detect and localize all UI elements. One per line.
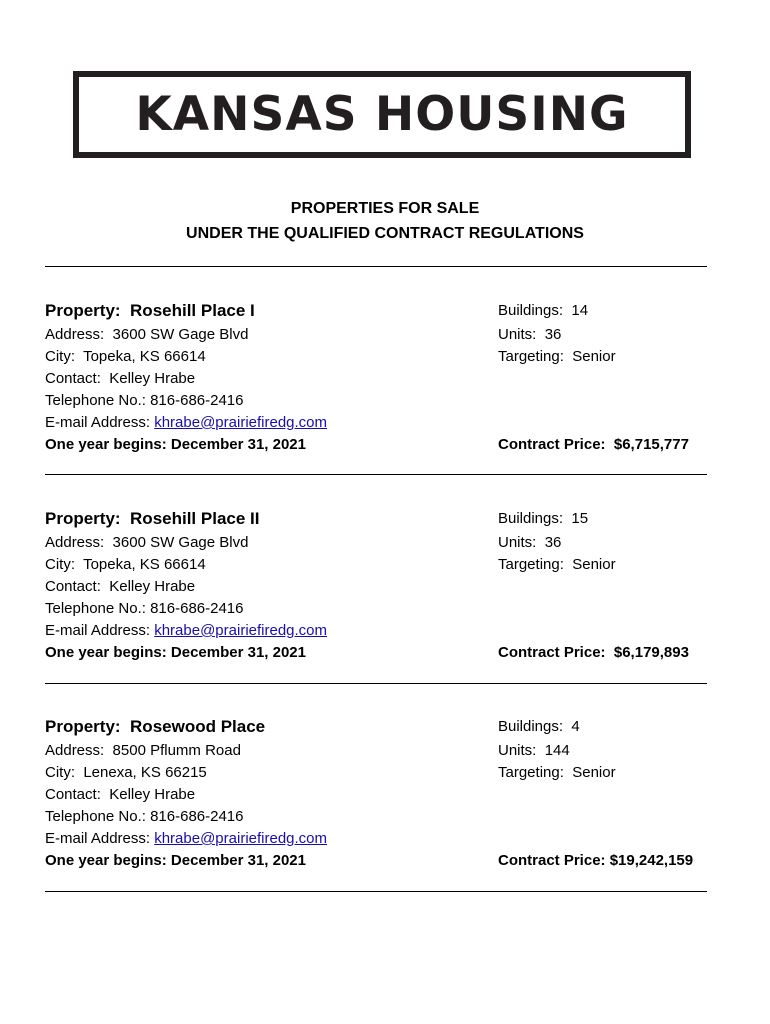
property-contact: Contact: Kelley Hrabe xyxy=(45,370,196,387)
property-contract-price: Contract Price: $19,242,159 xyxy=(498,852,694,869)
property-email: E-mail Address: khrabe@prairiefiredg.com xyxy=(45,830,328,847)
property-contract-price: Contract Price: $6,179,893 xyxy=(498,644,689,661)
property-telephone: Telephone No.: 816-686-2416 xyxy=(45,600,244,617)
divider xyxy=(45,683,707,684)
property-units: Units: 144 xyxy=(498,742,570,759)
property-city: City: Topeka, KS 66614 xyxy=(45,556,206,573)
property-telephone: Telephone No.: 816-686-2416 xyxy=(45,392,244,409)
property-title: Property: Rosehill Place I xyxy=(45,301,255,320)
property-buildings: Buildings: 15 xyxy=(498,510,589,527)
property-one-year-begins: One year begins: December 31, 2021 xyxy=(45,436,306,453)
property-buildings: Buildings: 4 xyxy=(498,718,580,735)
property-city: City: Lenexa, KS 66215 xyxy=(45,764,207,781)
divider xyxy=(45,891,707,892)
property-telephone: Telephone No.: 816-686-2416 xyxy=(45,808,244,825)
property-listing xyxy=(45,716,707,876)
divider xyxy=(45,474,707,475)
email-link[interactable]: khrabe@prairiefiredg.com xyxy=(154,414,328,431)
property-units: Units: 36 xyxy=(498,534,562,551)
property-email: E-mail Address: khrabe@prairiefiredg.com xyxy=(45,414,328,431)
page-heading-line1: PROPERTIES FOR SALE xyxy=(290,200,480,217)
property-title: Property: Rosehill Place II xyxy=(45,509,260,528)
property-address: Address: 3600 SW Gage Blvd xyxy=(45,534,249,551)
property-city: City: Topeka, KS 66614 xyxy=(45,348,206,365)
property-one-year-begins: One year begins: December 31, 2021 xyxy=(45,852,306,869)
property-address: Address: 8500 Pflumm Road xyxy=(45,742,241,759)
property-email: E-mail Address: khrabe@prairiefiredg.com xyxy=(45,622,328,639)
email-link[interactable]: khrabe@prairiefiredg.com xyxy=(154,830,328,847)
page-heading-line2: UNDER THE QUALIFIED CONTRACT REGULATIONS xyxy=(186,225,584,242)
kansas-housing-logo xyxy=(73,71,691,158)
property-contact: Contact: Kelley Hrabe xyxy=(45,578,196,595)
property-address: Address: 3600 SW Gage Blvd xyxy=(45,326,249,343)
property-units: Units: 36 xyxy=(498,326,562,343)
divider xyxy=(45,266,707,267)
property-listing xyxy=(45,508,707,668)
property-targeting: Targeting: Senior xyxy=(498,556,616,573)
property-targeting: Targeting: Senior xyxy=(498,348,616,365)
logo-text: KANSAS HOUSING xyxy=(135,87,629,142)
property-contact: Contact: Kelley Hrabe xyxy=(45,786,196,803)
property-title: Property: Rosewood Place xyxy=(45,717,266,736)
email-link[interactable]: khrabe@prairiefiredg.com xyxy=(154,622,328,639)
property-one-year-begins: One year begins: December 31, 2021 xyxy=(45,644,306,661)
property-listing xyxy=(45,300,707,460)
property-contract-price: Contract Price: $6,715,777 xyxy=(498,436,689,453)
property-buildings: Buildings: 14 xyxy=(498,302,589,319)
property-targeting: Targeting: Senior xyxy=(498,764,616,781)
